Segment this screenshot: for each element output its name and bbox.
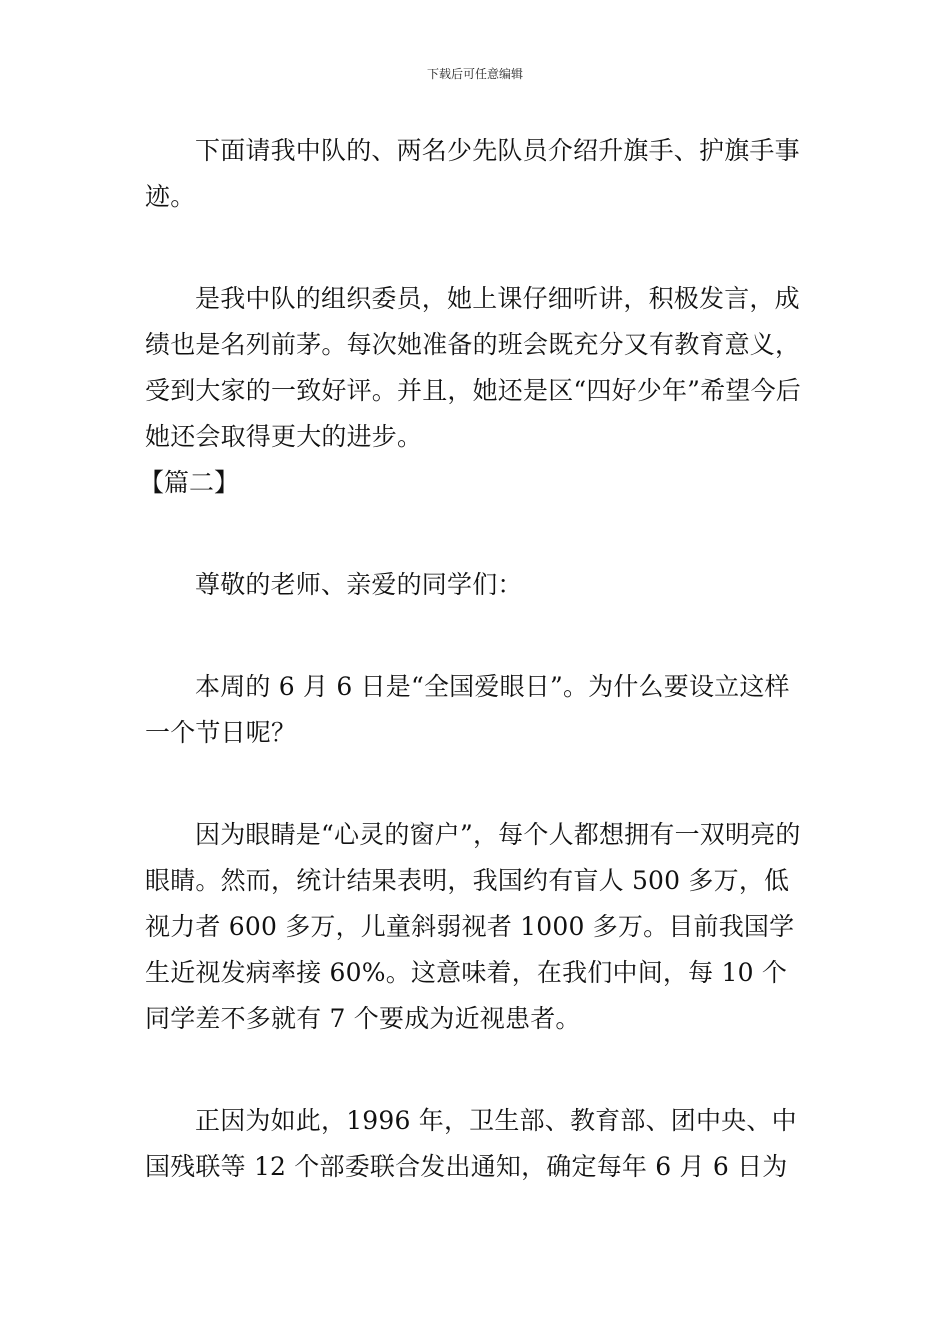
section-heading: 【篇二】 [139,468,240,497]
paragraph-statistics: 因为眼睛是“心灵的窗户”，每个人都想拥有一双明亮的眼睛。然而，统计结果表明，我国约有盲人 500 多万，低视力者 600 多万，儿童斜弱视者 1000 多万。目前我国学生近视发病率接 60%。这意味着，在我们中间，每 10 个同学差不多就有 7 个要成为近视患者。 [145,820,801,1033]
paragraph-history: 正因为如此，1996 年，卫生部、教育部、团中央、中国残联等 12 个部委联合发出通知，确定每年 6 月 6 日为 [145,1106,797,1181]
paragraph-intro: 下面请我中队的、两名少先队员介绍升旗手、护旗手事迹。 [145,136,800,211]
page-header-note: 下载后可任意编辑 [426,67,523,81]
paragraph-greeting: 尊敬的老师、亲爱的同学们： [195,570,523,599]
document-body [139,128,810,1246]
paragraph-eye-day: 本周的 6 月 6 日是“全国爱眼日”。为什么要设立这样一个节日呢？ [145,672,790,747]
paragraph-member-profile: 是我中队的组织委员，她上课仔细听讲，积极发言，成绩也是名列前茅。每次她准备的班会既充分又有教育意义，受到大家的一致好评。并且，她还是区“四好少年”希望今后她还会取得更大的进步。 [145,284,801,451]
